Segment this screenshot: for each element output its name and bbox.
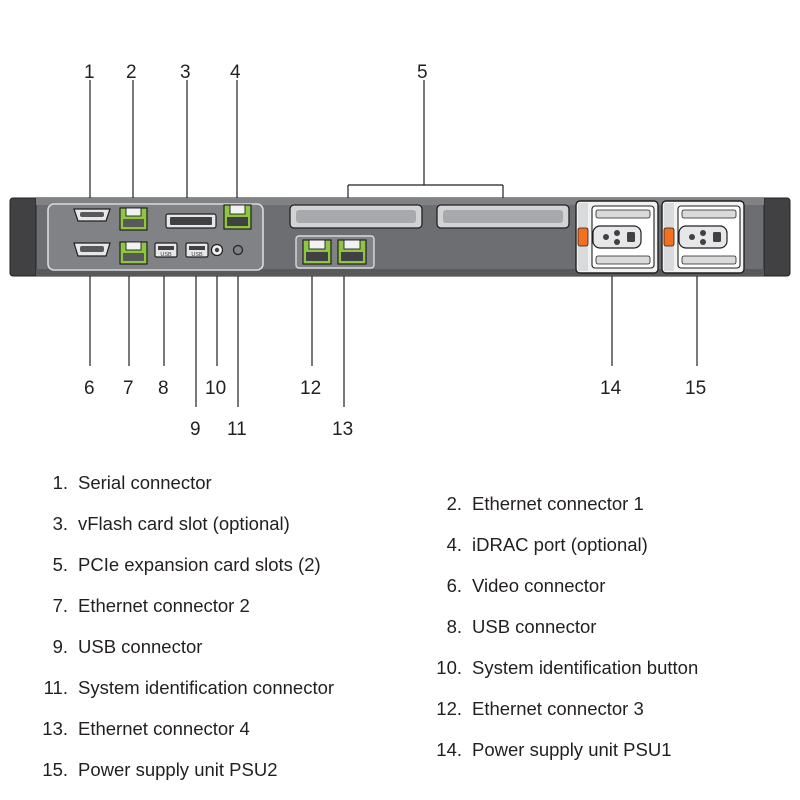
legend [0,462,800,780]
legend-label: System identification button [472,657,699,678]
svg-text:USB: USB [191,252,203,258]
legend-item [34,585,434,626]
legend-number: 3. [52,513,68,534]
serial-connector-port [74,209,110,221]
legend-label: USB connector [472,616,597,637]
usb-connector-8 [155,243,177,258]
legend-item [34,462,434,503]
callout-7: 7 [123,378,134,399]
legend-number: 8. [446,616,462,637]
legend-label: Ethernet connector 2 [78,595,250,616]
legend-number: 11. [43,677,68,698]
legend-label: Ethernet connector 1 [472,493,644,514]
legend-label: Power supply unit PSU1 [472,739,672,760]
legend-item [428,524,800,565]
legend-label: iDRAC port (optional) [472,534,648,555]
legend-item [428,606,800,647]
callout-12: 12 [300,378,322,399]
legend-number: 13. [42,718,68,739]
leader-lines-top [90,80,503,218]
callout-5: 5 [417,62,428,83]
ethernet-connector-3-port [303,240,331,264]
legend-label: Ethernet connector 4 [78,718,250,739]
legend-label: System identification connector [78,677,335,698]
callout-11: 11 [227,419,247,440]
legend-number: 4. [446,534,462,555]
legend-item [34,708,434,749]
callout-13: 13 [332,419,354,440]
callout-3: 3 [180,62,191,83]
legend-label: Video connector [472,575,606,596]
legend-item [34,503,434,544]
vflash-card-slot [166,214,216,228]
power-supply-unit-psu2 [662,201,744,273]
callout-2: 2 [126,62,137,83]
legend-column-right [428,483,800,770]
callout-15: 15 [685,378,707,399]
callout-4: 4 [230,62,241,83]
legend-label: Power supply unit PSU2 [78,759,278,780]
callout-6: 6 [84,378,95,399]
svg-text:USB: USB [160,252,172,258]
legend-number: 2. [446,493,462,514]
ethernet-connector-1-port [120,208,147,230]
legend-number: 14. [436,739,462,760]
legend-item [428,483,800,524]
legend-item [428,647,800,688]
callout-8: 8 [158,378,169,399]
legend-item [428,688,800,729]
legend-item [34,544,434,585]
callout-14: 14 [600,378,622,399]
legend-number: 12. [436,698,462,719]
legend-number: 7. [52,595,68,616]
power-supply-unit-psu1 [576,201,658,273]
legend-number: 10. [436,657,462,678]
legend-label: USB connector [78,636,203,657]
callout-10: 10 [205,378,227,399]
system-identification-button[interactable] [212,245,223,256]
legend-number: 1. [52,472,68,493]
idrac-port [224,205,251,229]
legend-item [428,729,800,770]
legend-label: PCIe expansion card slots (2) [78,554,321,575]
legend-number: 5. [52,554,68,575]
legend-item [34,626,434,667]
ethernet-connector-2-port [120,242,147,264]
legend-label: Ethernet connector 3 [472,698,644,719]
legend-column-left [34,462,434,790]
legend-item [428,565,800,606]
callout-1: 1 [84,62,95,83]
video-connector-port [74,243,110,256]
legend-number: 15. [42,759,68,780]
legend-number: 6. [446,575,462,596]
legend-number: 9. [52,636,68,657]
usb-connector-9 [186,243,208,258]
callout-9: 9 [190,419,201,440]
legend-label: Serial connector [78,472,212,493]
legend-item [34,667,434,708]
ethernet-connector-4-port [338,240,366,264]
legend-item [34,749,434,790]
legend-label: vFlash card slot (optional) [78,513,290,534]
system-identification-connector [234,246,243,255]
